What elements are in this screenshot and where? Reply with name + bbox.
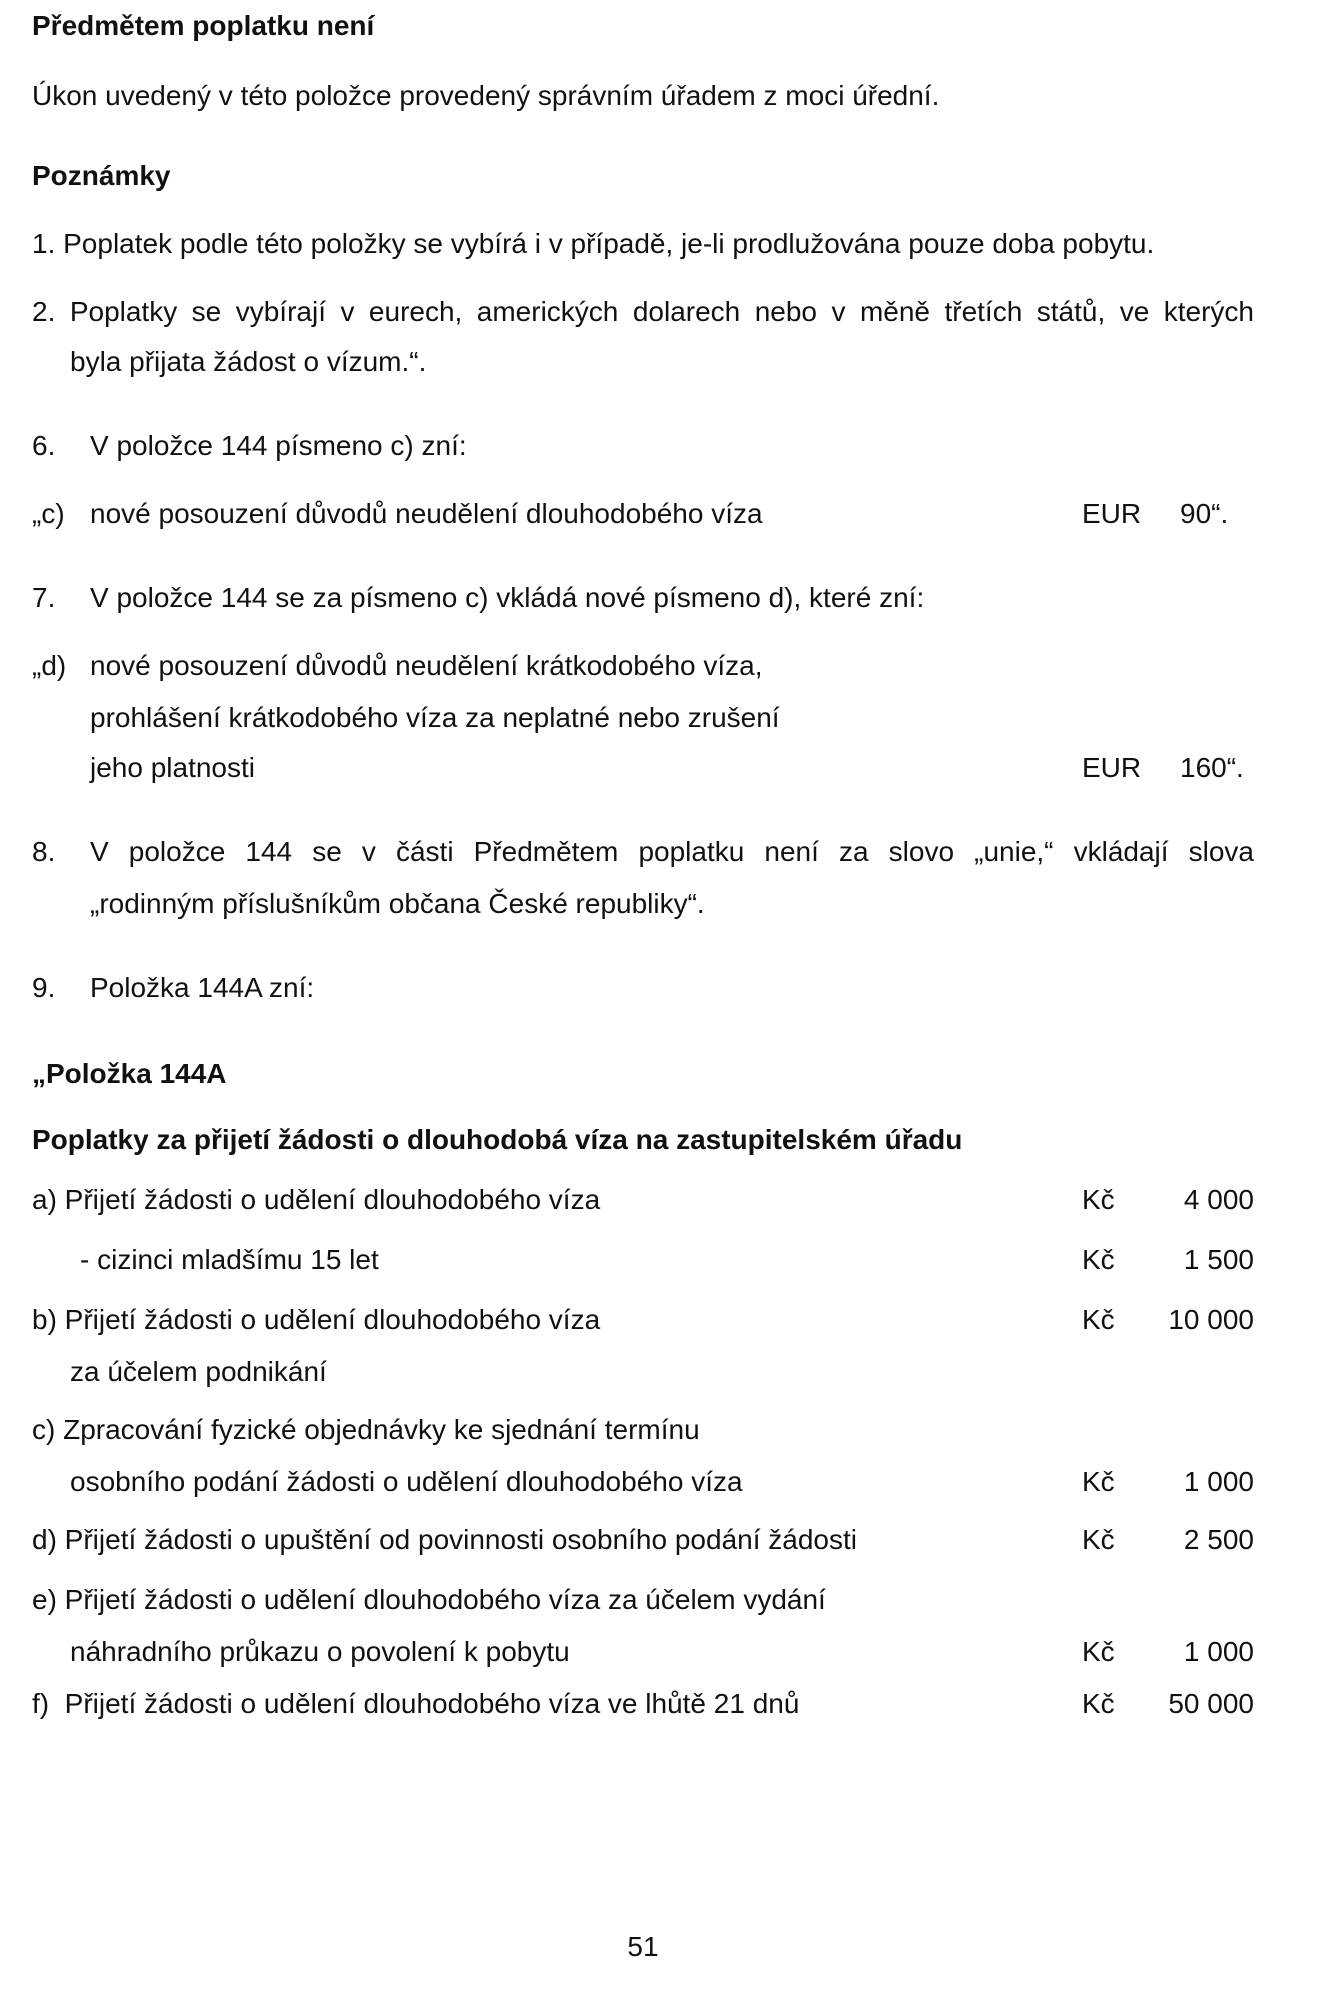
point-7-item-line-3: jeho platnosti — [90, 752, 256, 783]
fee-f-currency: Kč — [1082, 1688, 1115, 1719]
notes-heading: Poznámky — [32, 160, 171, 191]
point-7 — [32, 580, 924, 616]
point-7-text: V položce 144 se za písmeno c) vkládá nové písmeno d), které zní: — [90, 582, 925, 613]
point-7-amount: 160“. — [1180, 752, 1244, 783]
fee-d-currency: Kč — [1082, 1524, 1115, 1555]
point-8-line-1: V položce 144 se v části Předmětem poplatku není za slovo „unie,“ vkládají slova — [90, 836, 1254, 867]
point-8 — [32, 834, 1254, 870]
page-number: 51 — [627, 1931, 659, 1962]
point-7-currency: EUR — [1082, 752, 1142, 783]
point-7-item-line-1: nové posouzení důvodů neudělení krátkodobého víza, — [90, 650, 763, 681]
fee-e-text: e) Přijetí žádosti o udělení dlouhodobého víza za účelem vydání — [32, 1584, 826, 1615]
point-7-number: 7. — [32, 582, 56, 613]
fee-b-currency: Kč — [1082, 1304, 1115, 1335]
point-7-item-marker: „d) — [32, 650, 67, 681]
point-8-number: 8. — [32, 836, 56, 867]
point-6 — [32, 428, 467, 464]
fee-f-text: f) Přijetí žádosti o udělení dlouhodobého víza ve lhůtě 21 dnů — [32, 1688, 800, 1719]
fee-a-child-currency: Kč — [1082, 1244, 1115, 1275]
fee-c-amount: 1 000 — [1183, 1466, 1254, 1497]
point-6-text: V položce 144 písmeno c) zní: — [90, 430, 467, 461]
fee-a-currency: Kč — [1082, 1184, 1115, 1215]
fee-c-text: c) Zpracování fyzické objednávky ke sjednání termínu — [32, 1414, 700, 1445]
fee-c-continuation: osobního podání žádosti o udělení dlouhodobého víza — [70, 1466, 743, 1497]
fee-e-continuation: náhradního průkazu o povolení k pobytu — [70, 1636, 570, 1667]
fee-a-child-amount: 1 500 — [1183, 1244, 1254, 1275]
note-2: 2. Poplatky se vybírají v eurech, amerických dolarech nebo v měně třetích států, ve kterých — [32, 296, 1254, 327]
fee-c-currency: Kč — [1082, 1466, 1115, 1497]
fee-b-text: b) Přijetí žádosti o udělení dlouhodobého víza — [32, 1304, 601, 1335]
note-2-continuation: byla přijata žádost o vízum.“. — [70, 346, 427, 377]
fee-f-amount: 50 000 — [1168, 1688, 1254, 1719]
fee-d-text: d) Přijetí žádosti o upuštění od povinnosti osobního podání žádosti — [32, 1524, 857, 1555]
fee-a-child-text: - cizinci mladšímu 15 let — [80, 1244, 379, 1275]
point-9-text: Položka 144A zní: — [90, 972, 315, 1003]
fee-a-text: a) Přijetí žádosti o udělení dlouhodobého víza — [32, 1184, 601, 1215]
point-9-number: 9. — [32, 972, 56, 1003]
item-heading: „Položka 144A — [32, 1058, 227, 1089]
point-6-item-text: nové posouzení důvodů neudělení dlouhodobého víza — [90, 498, 763, 529]
point-7-item-line-2: prohlášení krátkodobého víza za neplatné nebo zrušení — [90, 702, 780, 733]
fee-b-continuation: za účelem podnikání — [70, 1356, 327, 1387]
point-9 — [32, 970, 314, 1006]
subject-heading: Předmětem poplatku není — [32, 10, 375, 41]
fee-a-amount: 4 000 — [1183, 1184, 1254, 1215]
fee-e-amount: 1 000 — [1183, 1636, 1254, 1667]
point-6-amount: 90“. — [1180, 498, 1229, 529]
item-title: Poplatky za přijetí žádosti o dlouhodobá víza na zastupitelském úřadu — [32, 1124, 963, 1155]
point-6-item-marker: „c) — [32, 498, 65, 529]
fee-d-amount: 2 500 — [1183, 1524, 1254, 1555]
fee-b-amount: 10 000 — [1168, 1304, 1254, 1335]
note-1: 1. Poplatek podle této položky se vybírá i v případě, je-li prodlužována pouze doba pobytu. — [32, 228, 1155, 259]
point-6-number: 6. — [32, 430, 56, 461]
point-6-currency: EUR — [1082, 498, 1142, 529]
point-6-item — [32, 496, 763, 532]
point-8-line-2: „rodinným příslušníkům občana České republiky“. — [90, 888, 705, 919]
subject-text: Úkon uvedený v této položce provedený správním úřadem z moci úřední. — [32, 80, 940, 111]
fee-e-currency: Kč — [1082, 1636, 1115, 1667]
